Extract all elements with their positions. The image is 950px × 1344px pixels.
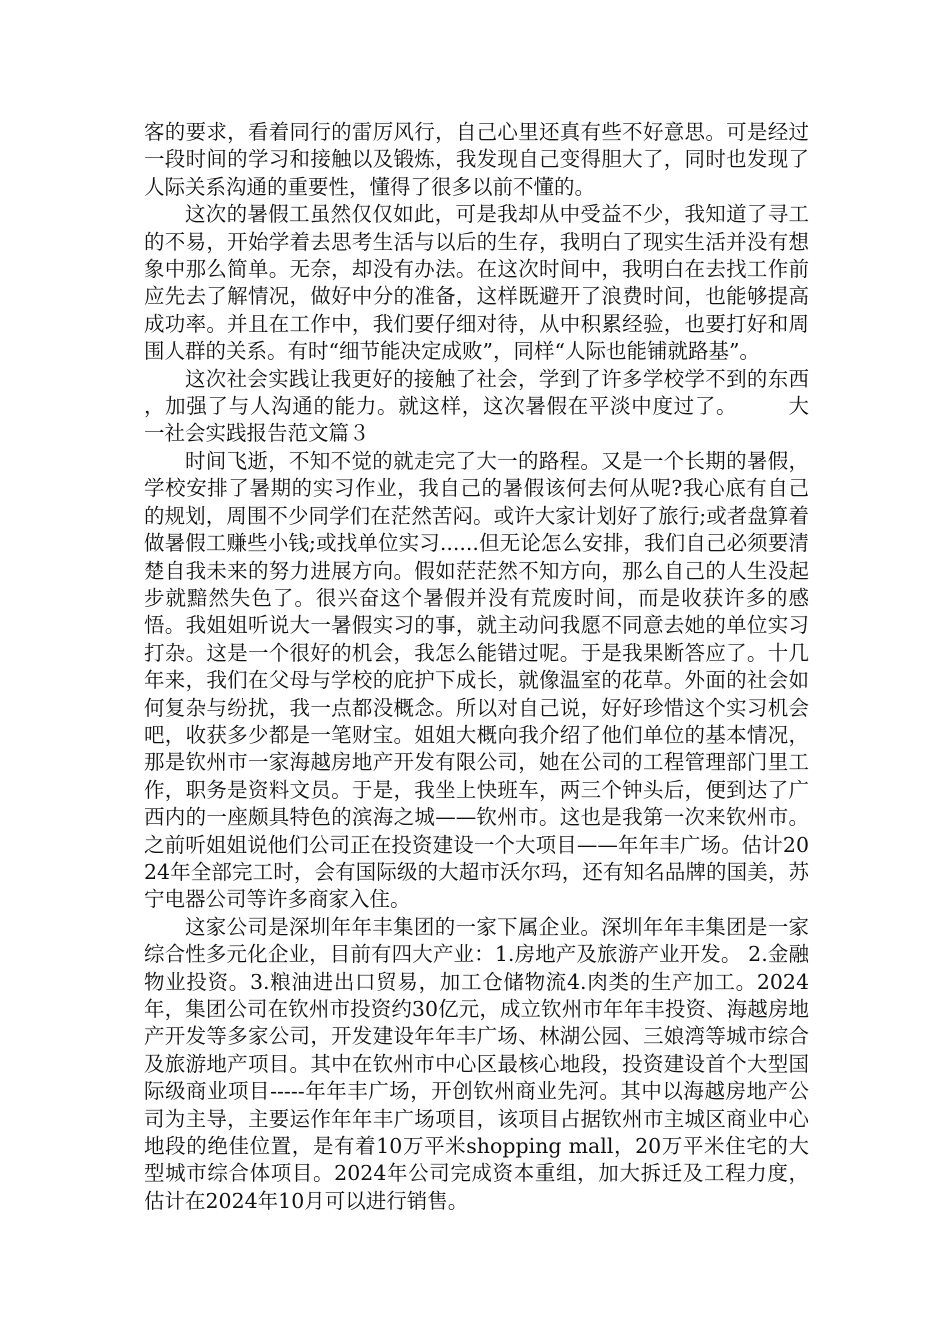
section-heading: 大一社会实践报告范文篇３ [144, 394, 809, 446]
paragraph-4-text: 时间飞逝，不知不觉的就走完了大一的路程。又是一个长期的暑假，学校安排了暑期的实习作业，我自己的暑假该何去何从呢?我心底有自己的规划，周围不少同学们在茫然苦闷。或许大家计划好了旅行;或者盘算着做暑假工赚些小钱;或找单位实习......但无论怎么安排，我们自己必须要清楚自我未来的努力进展方向。假如茫茫然不知方向，那么自己的人生没起步就黯然失色了。很兴奋这个暑假并没有荒废时间，而是收获许多的感悟。我姐姐听说大一暑假实习的事，就主动问我愿不同意去她的单位实习打杂。这是一个很好的机会，我怎么能错过呢。于是我果断答应了。十几年来，我们在父母与学校的庇护下成长，就像温室的花草。外面的社会如何复杂与纷扰，我一点都没概念。所以对自己说，好好珍惜这个实习机会吧，收获多少都是一笔财宝。姐姐大概向我介绍了他们单位的基本情况，那是钦州市一家海越房地产开发有限公司，她在公司的工程管理部门里工作，职务是资料文员。于是，我坐上快班车，两三个钟头后，便到达了广西内的一座颇具特色的滨海之城——钦州市。这也是我第一次来钦州市。之前听姐姐说他们公司正在投资建设一个大项目——年年丰广场。估计2024年全部完工时，会有国际级的大超市沃尔玛，还有知名品牌的国美，苏宁电器公司等许多商家入住。 [144, 448, 809, 912]
paragraph-3-text: 这次社会实践让我更好的接触了社会，学到了许多学校学不到的东西 ，加强了与人沟通的能力。就这样，这次暑假在平淡中度过了。 [144, 366, 809, 419]
document-page [144, 119, 809, 1215]
paragraph-3 [144, 366, 809, 448]
paragraph-1 [144, 119, 809, 201]
paragraph-1-text: 客的要求，看着同行的雷厉风行，自己心里还真有些不好意思。可是经过一段时间的学习和接触以及锻炼，我发现自己变得胆大了，同时也发现了人际关系沟通的重要性，懂得了很多以前不懂的。 [144, 120, 809, 199]
paragraph-2 [144, 201, 809, 365]
paragraph-4 [144, 448, 809, 914]
paragraph-2-text: 这次的暑假工虽然仅仅如此，可是我却从中受益不少，我知道了寻工的不易，开始学着去思考生活与以后的生存，我明白了现实生活并没有想象中那么简单。无奈，却没有办法。在这次时间中，我明白在去找工作前应先去了解情况，做好中分的准备，这样既避开了浪费时间，也能够提高成功率。并且在工作中，我们要仔细对待，从中积累经验，也要打好和周围人群的关系。有时“细节能决定成败”，同样“人际也能铺就路基”。 [144, 202, 809, 364]
paragraph-5-text: 这家公司是深圳年年丰集团的一家下属企业。深圳年年丰集团是一家综合性多元化企业，目前有四大产业：1.房地产及旅游产业开发。 2.金融物业投资。3.粮油进出口贸易，加工仓储物流4.肉类的生产加工。2024年，集团公司在钦州市投资约30亿元，成立钦州市年年丰投资、海越房地产开发等多家公司，开发建设年年丰广场、林湖公园、三娘湾等城市综合及旅游地产项目。其中在钦州市中心区最核心地段，投资建设首个大型国际级商业项目-----年年丰广场，开创钦州商业先河。其中以海越房地产公司为主导，主要运作年年丰广场项目，该项目占据钦州市主城区商业中心地段的绝佳位置，是有着10万平米shopping mall，20万平米住宅的大型城市综合体项目。2024年公司完成资本重组，加大拆迁及工程力度，估计在2024年10月可以进行销售。 [144, 914, 809, 1213]
paragraph-5 [144, 914, 809, 1215]
